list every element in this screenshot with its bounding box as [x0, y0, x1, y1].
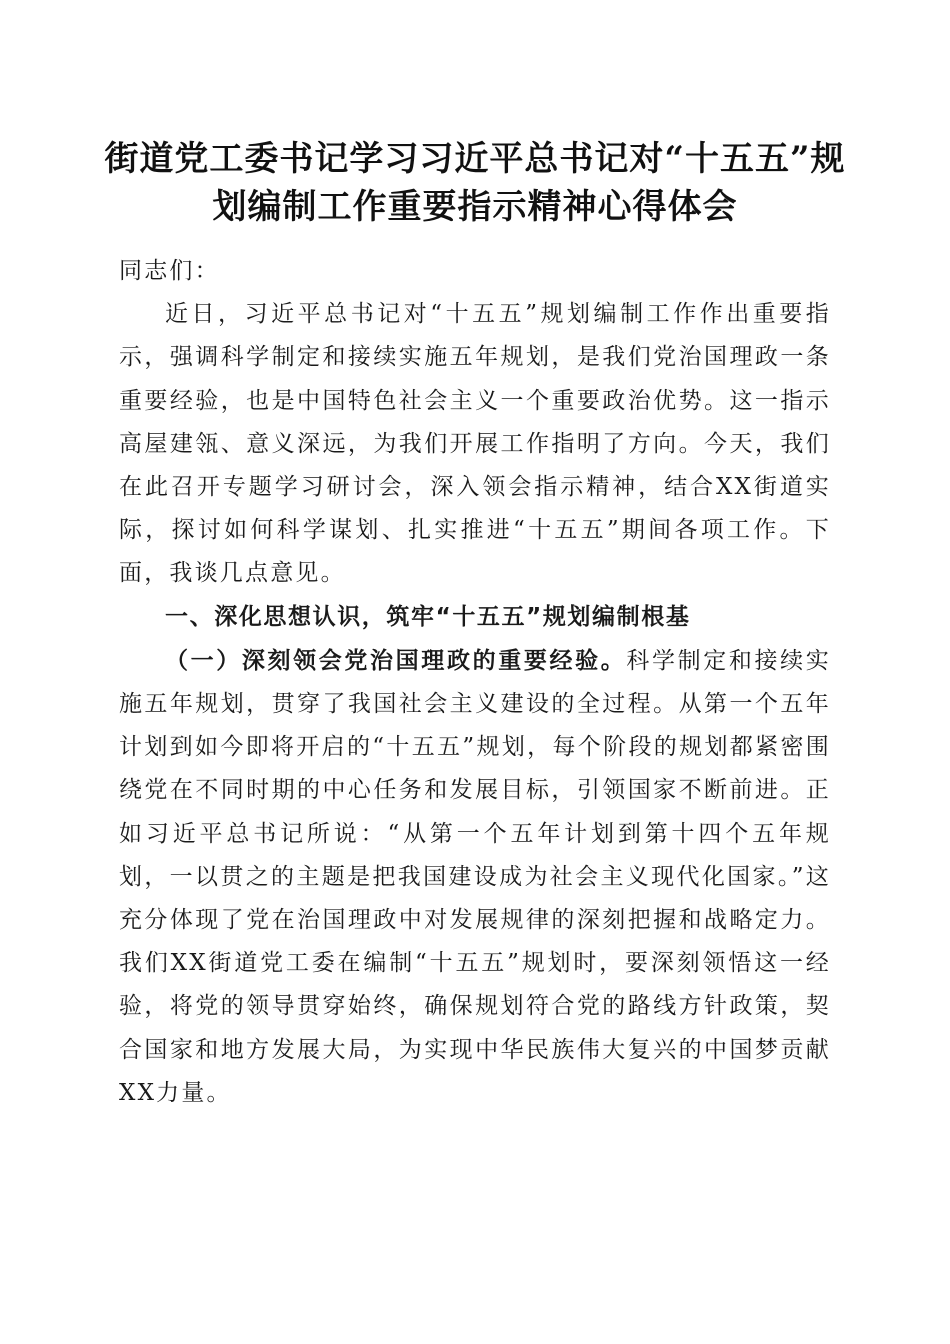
subsection-paragraph	[119, 639, 831, 1115]
salutation: 同志们：	[119, 258, 220, 284]
subsection-body: 科学制定和接续实施五年规划，贯穿了我国社会主义建设的全过程。从第一个五年计划到如今即将开启的“十五五”规划，每个阶段的规划都紧密围绕党在不同时期的中心任务和发展目标，引领国家不断前进。正如习近平总书记所说：“从第一个五年计划到第十四个五年规划，一以贯之的主题是把我国建设成为社会主义现代化国家。”这充分体现了党在治国理政中对发展规律的深刻把握和战略定力。我们XX街道党工委在编制“十五五”规划时，要深刻领悟这一经验，将党的领导贯穿始终，确保规划符合党的路线方针政策，契合国家和地方发展大局，为实现中华民族伟大复兴的中国梦贡献XX力量。	[119, 647, 831, 1106]
section-heading: 一、深化思想认识，筑牢“十五五”规划编制根基	[165, 603, 691, 630]
document-title: 街道党工委书记学习习近平总书记对“十五五”规划编制工作重要指示精神心得体会	[104, 139, 846, 227]
subsection-heading: （一）深刻领会党治国理政的重要经验。	[165, 646, 627, 674]
intro-paragraph: 近日，习近平总书记对“十五五”规划编制工作作出重要指示，强调科学制定和接续实施五年规划，是我们党治国理政一条重要经验，也是中国特色社会主义一个重要政治优势。这一指示高屋建瓴、意义深远，为我们开展工作指明了方向。今天，我们在此召开专题学习研讨会，深入领会指示精神，结合XX街道实际，探讨如何科学谋划、扎实推进“十五五”期间各项工作。下面，我谈几点意见。	[119, 301, 831, 587]
document-body	[119, 250, 831, 1115]
